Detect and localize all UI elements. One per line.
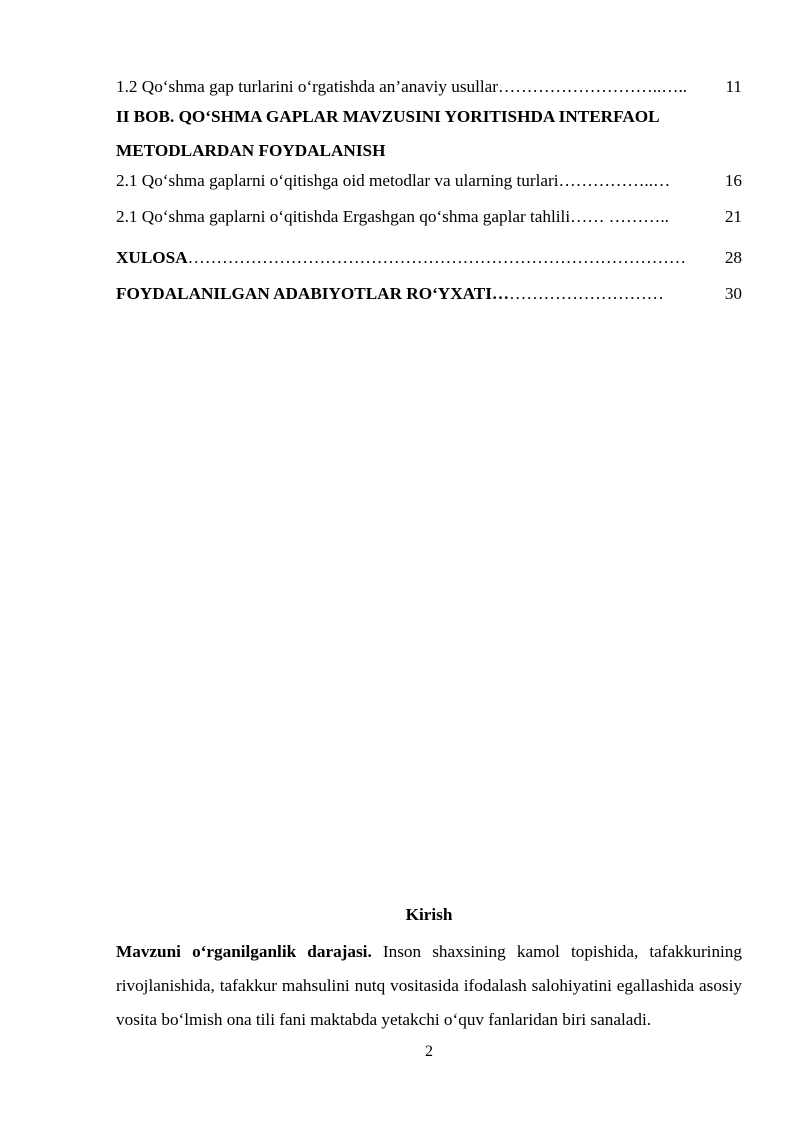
toc-entry-2-1a[interactable] <box>116 168 742 194</box>
toc-entry-text: 1.2 Qo‘shma gap turlarini o‘rgatishda an’anaviy usullar………………………..….. <box>116 77 688 96</box>
intro-paragraph <box>116 935 742 1037</box>
section-title-kirish: Kirish <box>405 905 453 924</box>
toc-entry-xulosa[interactable] <box>116 245 742 271</box>
toc-entry-page: 11 <box>725 77 742 96</box>
toc-entry-text: 2.1 Qo‘shma gaplarni o‘qitishga oid metodlar va ularning turlari……………..… <box>116 171 671 190</box>
toc-entry-page: 16 <box>724 171 742 190</box>
toc-xulosa-label: XULOSA <box>116 248 188 267</box>
page-number: 2 <box>425 1043 433 1060</box>
toc-entry-adabiyotlar[interactable] <box>116 281 742 307</box>
intro-text: Inson shaxsining kamol topishida, tafakkurining rivojlanishida, tafakkur mahsulini nutq vositasida ifodalash salohiyatini egallashida asosiy vosita bo‘lmish ona tili fani maktabda yetakchi o‘quv fanlaridan biri sanaladi. <box>116 942 742 1029</box>
toc-entry-1-2[interactable] <box>116 74 742 100</box>
toc-entry-page: 21 <box>724 207 742 226</box>
toc-entry-2-1b[interactable] <box>116 204 742 230</box>
intro-label: Mavzuni o‘rganilganlik darajasi. <box>116 942 372 961</box>
toc-entry-text: 2.1 Qo‘shma gaplarni o‘qitishda Ergashgan qo‘shma gaplar tahlili…… ……….. <box>116 207 669 226</box>
toc-leader-dots: …………………………………………………………………………… <box>187 248 687 267</box>
toc-entry-page: 28 <box>724 248 742 267</box>
toc-leader-dots: ……………………… <box>509 284 664 303</box>
table-of-contents <box>116 74 742 307</box>
toc-entry-page: 30 <box>724 284 742 303</box>
toc-chapter-2-heading-line2[interactable]: METODLARDAN FOYDALANISH <box>116 141 386 160</box>
toc-adabiyotlar-label: FOYDALANILGAN ADABIYOTLAR RO‘YXATI… <box>116 284 510 303</box>
toc-chapter-2-heading-line1[interactable]: II BOB. QO‘SHMA GAPLAR MAVZUSINI YORITISHDA INTERFAOL <box>116 107 660 126</box>
